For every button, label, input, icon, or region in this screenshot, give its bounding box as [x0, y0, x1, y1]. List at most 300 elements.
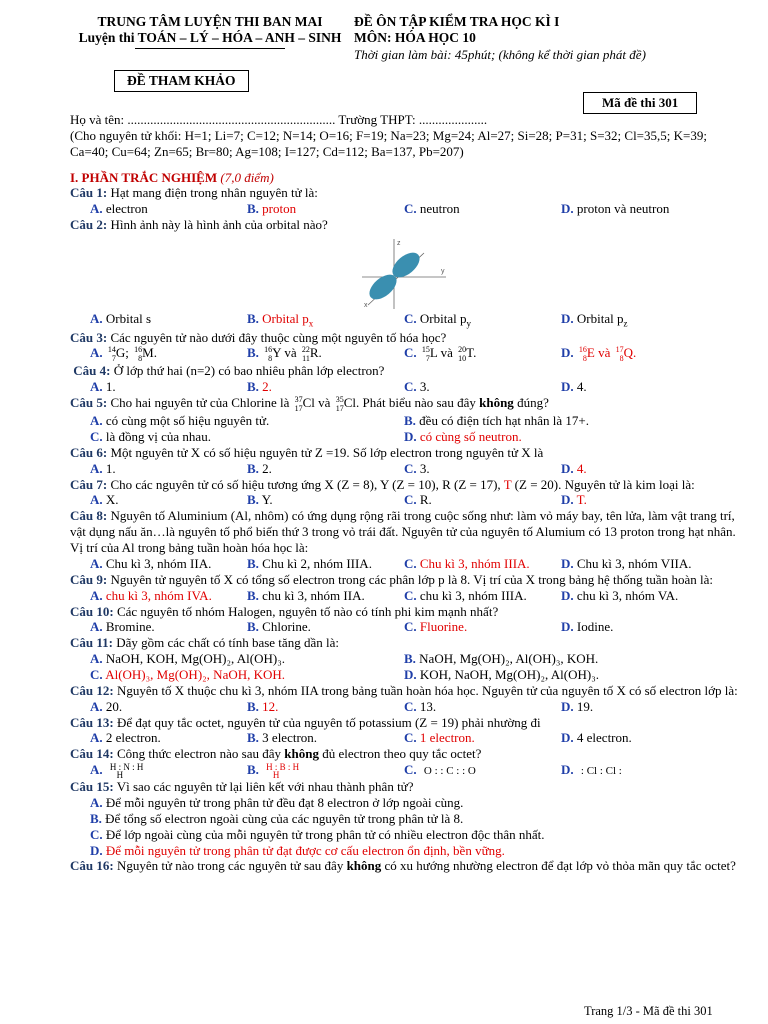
option-label: A. [90, 762, 103, 778]
element-symbol: Q [623, 345, 634, 361]
option-label: D. [561, 762, 574, 778]
exam-duration: Thời gian làm bài: 45phút; (không kể thời gian phát đề) [354, 46, 646, 62]
atomic-number: 10 [458, 354, 467, 364]
element-symbol: L [429, 345, 438, 361]
option-text: NaOH, KOH, Mg(OH)₂, Al(OH)₃. [105, 651, 286, 667]
option-label: C. [404, 201, 417, 217]
option-label: B. [247, 555, 259, 571]
name-line: Họ và tên: ................................................................ Trường THPT: ..................... [70, 112, 488, 127]
exam-subject: MÔN: HÓA HỌC 10 [354, 30, 476, 46]
option-b[interactable] [247, 699, 404, 715]
option-b[interactable] [247, 762, 404, 779]
option-c[interactable] [404, 311, 561, 330]
option-a[interactable] [90, 619, 247, 635]
question-text: Nguyên tử nào trong các nguyên tử sau đây [116, 858, 344, 874]
question-text: . Phát biểu nào sau đây [355, 395, 476, 411]
option-text: Orbital p [262, 311, 309, 327]
y-axis-label: y [441, 268, 445, 276]
question-number: Câu 3: [70, 329, 108, 345]
mass-number: 17 [615, 345, 624, 355]
question-number: Câu 4: [73, 363, 111, 379]
z-axis-label: z [397, 240, 401, 248]
section-title [70, 170, 740, 186]
header-rule [135, 48, 285, 49]
option-label: B. [247, 345, 259, 361]
option-label: D. [404, 429, 417, 445]
option-b[interactable] [90, 811, 740, 827]
option-d[interactable] [561, 730, 760, 746]
option-b[interactable] [247, 379, 404, 395]
option-text: 4. [576, 379, 587, 395]
option-text: đều có điện tích hạt nhân là 17+. [419, 413, 589, 429]
option-c[interactable]: C. 15 7L và 20 10T. [404, 345, 477, 364]
option-label: C. [90, 826, 103, 842]
option-text: 2. [262, 460, 272, 476]
option-label: B. [90, 810, 102, 826]
option-b[interactable] [247, 311, 404, 330]
option-a[interactable] [90, 795, 740, 811]
option-text: 20. [105, 698, 123, 714]
atomic-number: 17 [335, 404, 344, 414]
option-text: chu kì 3, nhóm IVA. [105, 587, 212, 603]
option-label: D. [561, 379, 574, 395]
option-text: Chu kì 2, nhóm IIIA. [262, 555, 372, 571]
option-text: 3. [419, 460, 430, 476]
question-text: Các nguyên tử nào dưới đây thuộc cùng một nguyên tố hóa học? [110, 329, 447, 345]
question-number: Câu 10: [70, 603, 114, 619]
question-text: Dãy gồm các chất có tính base tăng dần là: [116, 635, 339, 651]
option-b[interactable] [404, 413, 760, 429]
option-label: B. [247, 762, 259, 778]
option-label: A. [90, 201, 103, 217]
option-text: neutron [419, 201, 460, 217]
option-c[interactable] [90, 827, 740, 843]
exam-title: ĐỀ ÔN TẬP KIỂM TRA HỌC KÌ I [354, 14, 560, 29]
option-d[interactable] [90, 843, 740, 859]
option-b[interactable] [247, 492, 404, 508]
element-symbol: Cl [302, 395, 315, 411]
option-a[interactable] [90, 413, 404, 429]
option-d[interactable] [561, 311, 760, 330]
option-text: proton [262, 201, 297, 217]
question-number: Câu 1: [70, 185, 108, 201]
option-a[interactable] [90, 461, 247, 477]
option-label: B. [247, 492, 259, 508]
option-label: A. [90, 651, 103, 667]
option-text: Để lớp ngoài cùng của mỗi nguyên tử trong phân tử có nhiều electron độc thân nhất. [105, 826, 545, 842]
options-q3 [70, 345, 740, 363]
element-symbol: Cl [343, 395, 356, 411]
question-number: Câu 6: [70, 444, 108, 460]
options-q6 [70, 461, 740, 477]
option-text: 1. [105, 379, 116, 395]
atomic-number: 8 [582, 354, 587, 364]
option-d[interactable] [561, 556, 760, 572]
question-text: Hình ảnh này là hình ảnh của orbital nào? [110, 217, 328, 233]
option-text: 4 electron. [576, 730, 632, 746]
question-15 [70, 779, 740, 795]
question-text: Nguyên tố Aluminium (Al, nhôm) có ứng dụng rộng rãi trong cuộc sống như: làm vỏ máy bay, tên lửa, làm vật trang trí, vật dụng nấu ăn…là nguyên tố phổ biến thứ 3 trong vỏ trái đất. Nguyên tử của nguyên tố Alumium có 13 proton trong hạt nhân. Vị trí của Al trong bảng tuần hoàn hóa học là: [70, 508, 736, 556]
options-q1 [70, 201, 740, 217]
option-a[interactable] [90, 651, 404, 667]
option-d[interactable] [561, 201, 760, 217]
electron-formula [423, 765, 476, 778]
nuclide-notation [458, 345, 466, 363]
question-number: Câu 5: [70, 395, 108, 411]
mass-number: 14 [107, 345, 116, 355]
option-d[interactable] [561, 588, 760, 604]
options-q10 [70, 619, 740, 635]
question-1 [70, 185, 740, 201]
option-a[interactable] [90, 762, 247, 779]
option-label: A. [90, 413, 103, 429]
page-footer: Trang 1/3 - Mã đề thi 301 [584, 1004, 713, 1018]
question-5 [70, 395, 740, 413]
option-label: D. [561, 730, 574, 746]
question-text: đúng? [517, 395, 549, 411]
electron-formula [580, 765, 622, 778]
option-label: C. [404, 730, 417, 746]
nuclide-notation [134, 345, 142, 363]
option-c[interactable] [404, 379, 561, 395]
option-c[interactable] [404, 588, 561, 604]
question-number: Câu 7: [70, 476, 108, 492]
option-label: B. [404, 413, 416, 429]
reference-exam-box: ĐỀ THAM KHẢO [114, 70, 249, 92]
option-b[interactable] [247, 556, 404, 572]
question-emphasis: không [346, 858, 382, 874]
exam-header [70, 14, 740, 66]
formula-line: O : : C : : O [423, 765, 476, 778]
option-label: C. [404, 492, 417, 508]
option-a[interactable] [90, 556, 247, 572]
element-symbol: M [142, 345, 154, 361]
option-a[interactable]: A. 14 7G; 16 8M. [90, 345, 157, 364]
option-label: C. [404, 762, 417, 778]
element-symbol: Y [272, 345, 282, 361]
options-q13 [70, 730, 740, 746]
option-label: B. [247, 730, 259, 746]
question-8 [70, 508, 740, 556]
question-text: Ở lớp thứ hai (n=2) có bao nhiêu phân lớp electron? [113, 363, 385, 379]
option-label: D. [561, 555, 574, 571]
option-label: C. [404, 555, 417, 571]
options-q11 [70, 651, 740, 683]
option-text: 1 electron. [419, 730, 475, 746]
options-q8 [70, 556, 740, 572]
option-label: C. [90, 666, 103, 682]
question-text: Cho hai nguyên tử của Chlorine là [110, 395, 290, 411]
option-text: 2. [262, 379, 272, 395]
question-7 [70, 477, 740, 493]
option-a[interactable] [90, 588, 247, 604]
options-q7 [70, 492, 740, 508]
exam-body [70, 112, 740, 874]
electron-formula [110, 763, 144, 779]
question-text: Một nguyên tử X có số hiệu nguyên tử Z =19. Số lớp electron trong nguyên tử X là [110, 444, 544, 460]
options-q15 [70, 795, 740, 858]
exam-page [70, 14, 740, 874]
nuclide-notation [264, 345, 272, 363]
option-c[interactable] [404, 461, 561, 477]
option-a[interactable] [90, 311, 247, 330]
question-3 [70, 330, 740, 346]
option-b[interactable]: B. 16 8Y và 22 11R. [247, 345, 322, 364]
option-text: 19. [576, 698, 594, 714]
option-text: KOH, NaOH, Mg(OH)₂, Al(OH)₃. [419, 666, 600, 682]
option-a[interactable] [90, 379, 247, 395]
option-text: Y. [261, 492, 273, 508]
option-label: A. [90, 730, 103, 746]
element-symbol: R [309, 345, 319, 361]
question-number: Câu 9: [70, 571, 108, 587]
exam-code-box: Mã đề thi 301 [583, 92, 697, 114]
atomic-number: 8 [619, 354, 624, 364]
option-text: chu kì 3, nhóm VA. [576, 587, 679, 603]
option-label: B. [247, 698, 259, 714]
question-number: Câu 2: [70, 217, 108, 233]
section-points: (7,0 điểm) [220, 169, 274, 185]
question-text: Nguyên tử nguyên tố X có tổng số electron trong các phân lớp p là 8. Vị trí của X trong bảng hệ thống tuần hoàn là: [110, 571, 713, 587]
option-label: A. [90, 345, 103, 361]
option-label: D. [561, 619, 574, 635]
question-16 [70, 858, 740, 874]
orbital-figure [70, 233, 740, 311]
option-subscript: y [466, 318, 471, 329]
center-name: TRUNG TÂM LUYỆN THI BAN MAI [97, 14, 323, 29]
mass-number: 37 [294, 395, 303, 405]
option-text: Để tổng số electron ngoài cùng của các nguyên tử trong phân tử là 8. [105, 810, 464, 826]
option-c[interactable] [404, 699, 561, 715]
question-12 [70, 683, 740, 699]
question-text: Để đạt quy tắc octet, nguyên tử của nguyên tố potassium (Z = 19) phải nhường đi [116, 714, 541, 730]
center-subjects: Luyện thi TOÁN – LÝ – HÓA – ANH – SINH [78, 30, 342, 46]
option-a[interactable] [90, 730, 247, 746]
mass-number: 16 [578, 345, 587, 355]
question-11 [70, 635, 740, 651]
question-text: Công thức electron nào sau đây [116, 746, 282, 762]
option-a[interactable] [90, 492, 247, 508]
option-a[interactable] [90, 699, 247, 715]
option-text: Chu kì 3, nhóm IIA. [105, 555, 212, 571]
orbital-diagram [352, 235, 452, 311]
section-title-text: I. PHẦN TRẮC NGHIỆM [70, 169, 218, 185]
option-text: 3 electron. [262, 730, 318, 746]
formula-line: H : B : H [266, 762, 300, 773]
question-text: Nguyên tố X thuộc chu kì 3, nhóm IIA trong bảng tuần hoàn hóa học. Nguyên tử của nguyên tố X có số electron lớp là: [116, 682, 738, 698]
formula-line: : Cl : Cl : [580, 765, 622, 778]
option-label: B. [247, 619, 259, 635]
option-text: R. [419, 492, 432, 508]
option-label: A. [90, 587, 103, 603]
option-b[interactable] [247, 201, 404, 217]
option-d[interactable] [561, 699, 760, 715]
option-text: Bromine. [105, 619, 155, 635]
option-d[interactable] [561, 461, 760, 477]
option-text: Chlorine. [262, 619, 311, 635]
option-label: B. [247, 311, 259, 327]
question-number: Câu 14: [70, 746, 114, 762]
option-c[interactable] [404, 730, 561, 746]
formula-line: H [116, 770, 124, 781]
option-b[interactable] [404, 651, 760, 667]
option-label: D. [561, 201, 574, 217]
nuclide-notation [302, 345, 310, 363]
question-14 [70, 746, 740, 762]
option-text: 13. [419, 698, 437, 714]
option-c[interactable] [404, 201, 561, 217]
option-label: D. [90, 842, 103, 858]
option-b[interactable] [247, 619, 404, 635]
option-d[interactable] [404, 429, 760, 445]
option-label: D. [404, 666, 417, 682]
mass-number: 20 [458, 345, 467, 355]
option-label: C. [404, 379, 417, 395]
option-b[interactable] [247, 588, 404, 604]
question-number: Câu 12: [70, 682, 114, 698]
question-text: có xu hướng nhường electron để đạt lớp vỏ thỏa mãn quy tắc octet? [384, 858, 736, 874]
option-c[interactable] [90, 667, 404, 683]
option-text: electron [105, 201, 148, 217]
option-text: Orbital p [576, 311, 624, 327]
question-text: đủ electron theo quy tắc octet? [322, 746, 482, 762]
question-text: Các nguyên tố nhóm Halogen, nguyên tố nào có tính phi kim mạnh nhất? [116, 603, 499, 619]
atomic-number: 11 [302, 354, 310, 364]
option-label: D. [561, 698, 574, 714]
option-text: Al(OH)₃, Mg(OH)₂, NaOH, KOH. [105, 666, 286, 682]
option-d[interactable] [404, 667, 760, 683]
atomic-masses: (Cho nguyên tử khối: H=1; Li=7; C=12; N=14; O=16; F=19; Na=23; Mg=24; Al=27; Si=28; P=31; S=32; Cl=35,5; K=39; Ca=40; Cu=64; Zn=65; Br=80; Ag=108; I=127; Cd=112; Ba=137, Pb=207) [70, 127, 707, 159]
options-q2 [70, 311, 740, 330]
option-label: C. [404, 698, 417, 714]
option-text: 1. [105, 460, 116, 476]
option-text: Iodine. [576, 619, 614, 635]
option-label: A. [90, 460, 103, 476]
option-label: D. [561, 311, 574, 327]
atomic-number: 17 [294, 404, 303, 414]
question-number: Câu 16: [70, 858, 114, 874]
nuclide-notation [422, 345, 430, 363]
atomic-number: 8 [138, 354, 143, 364]
option-label: A. [90, 379, 103, 395]
question-6 [70, 445, 740, 461]
option-text: Fluorine. [419, 619, 468, 635]
atomic-number: 7 [425, 354, 430, 364]
option-d[interactable]: D. 16 8E và 17 8Q. [561, 345, 637, 364]
question-10 [70, 604, 740, 620]
question-highlight: T [503, 476, 512, 492]
option-a[interactable] [90, 201, 247, 217]
option-label: B. [404, 651, 416, 667]
option-c[interactable] [404, 492, 561, 508]
element-symbol: E [586, 345, 595, 361]
x-axis-label: x [364, 302, 368, 310]
option-c[interactable] [404, 619, 561, 635]
option-label: C. [404, 311, 417, 327]
option-label: A. [90, 619, 103, 635]
option-text: chu kì 3, nhóm IIIA. [419, 587, 527, 603]
option-label: D. [561, 345, 574, 361]
question-text: và [318, 395, 331, 411]
option-label: B. [247, 379, 259, 395]
option-text: proton và neutron [576, 201, 670, 217]
question-text: (Z = 20). Nguyên tử là kim loại là: [514, 476, 695, 492]
question-number: Câu 13: [70, 714, 114, 730]
question-13 [70, 715, 740, 731]
option-b[interactable] [247, 730, 404, 746]
question-emphasis: không [479, 395, 514, 411]
formula-line: H [272, 770, 280, 781]
question-emphasis: không [284, 746, 319, 762]
mass-number: 35 [335, 395, 344, 405]
question-9 [70, 572, 740, 588]
option-text: có cùng số neutron. [419, 429, 522, 445]
center-info [70, 14, 350, 49]
option-subscript: z [623, 318, 628, 329]
electron-formula [266, 763, 299, 779]
option-label: A. [90, 311, 103, 327]
question-number: Câu 11: [70, 635, 113, 651]
option-c[interactable] [404, 556, 561, 572]
option-label: A. [90, 698, 103, 714]
option-label: C. [90, 429, 103, 445]
mass-number: 16 [134, 345, 143, 355]
option-c[interactable] [90, 429, 404, 445]
options-q14 [70, 762, 740, 779]
option-text: Orbital s [105, 311, 152, 327]
option-c[interactable] [404, 762, 561, 779]
option-d[interactable] [561, 379, 760, 395]
option-text: Chu kì 3, nhóm IIIA. [419, 555, 530, 571]
nuclide-notation [616, 345, 624, 363]
question-number: Câu 15: [70, 779, 114, 795]
option-text: Orbital p [419, 311, 467, 327]
option-label: A. [90, 492, 103, 508]
option-text: 4. [576, 460, 587, 476]
option-text: T. [576, 492, 587, 508]
question-number: Câu 8: [70, 508, 108, 524]
options-q4 [70, 379, 740, 395]
option-text: 3. [419, 379, 430, 395]
option-label: A. [90, 794, 103, 810]
option-label: B. [247, 201, 259, 217]
question-text: Cho các nguyên tử có số hiệu tương ứng X (Z = 8), Y (Z = 10), R (Z = 17), [110, 476, 501, 492]
option-label: D. [561, 460, 574, 476]
options-q5 [70, 413, 740, 445]
option-d[interactable] [561, 619, 760, 635]
formula-line: H : N : H [109, 762, 144, 773]
option-label: A. [90, 555, 103, 571]
nuclide-notation [295, 395, 303, 413]
element-symbol: G [115, 345, 126, 361]
atomic-number: 8 [268, 354, 273, 364]
option-d[interactable] [561, 492, 760, 508]
mass-number: 15 [421, 345, 430, 355]
atomic-number: 7 [111, 354, 116, 364]
option-label: C. [404, 619, 417, 635]
mass-number: 16 [264, 345, 273, 355]
option-b[interactable] [247, 461, 404, 477]
question-text: Hạt mang điện trong nhân nguyên tử là: [110, 185, 318, 201]
question-text: Vì sao các nguyên tử lại liên kết với nhau thành phân tử? [116, 779, 414, 795]
nuclide-notation [108, 345, 116, 363]
option-label: B. [247, 460, 259, 476]
option-d[interactable] [561, 762, 760, 779]
option-text: chu kì 3, nhóm IIA. [262, 587, 365, 603]
option-label: D. [561, 587, 574, 603]
element-symbol: T [466, 345, 474, 361]
options-q9 [70, 588, 740, 604]
